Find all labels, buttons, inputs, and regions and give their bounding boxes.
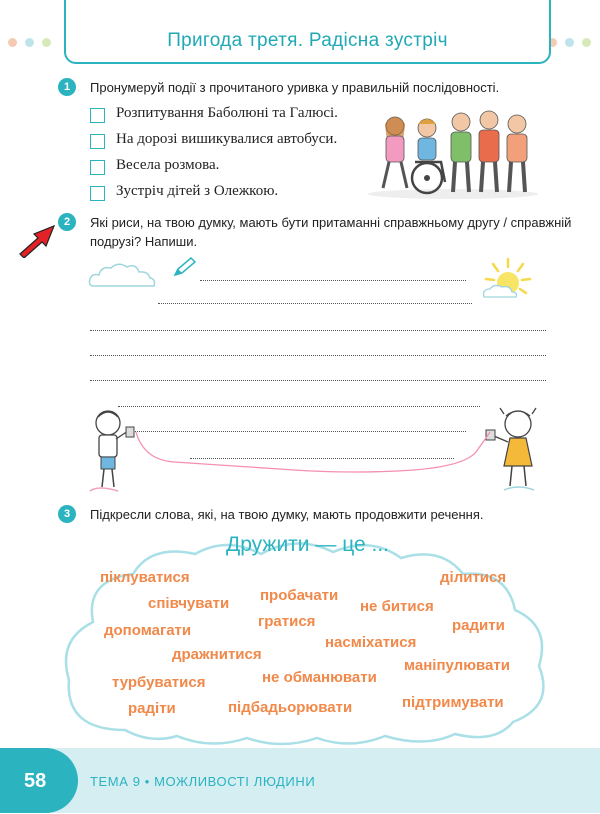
page-number: 58: [0, 748, 78, 813]
option-label: На дорозі вишикувалися автобуси.: [116, 131, 338, 147]
option-label: Зустріч дітей з Олежкою.: [116, 183, 279, 199]
word-option[interactable]: не обманювати: [262, 669, 377, 686]
task1-instruction: Пронумеруй події з прочитаного уривка у правильній послідовності.: [90, 80, 500, 95]
word-option[interactable]: допомагати: [104, 622, 192, 639]
word-option[interactable]: турбуватися: [112, 674, 206, 691]
option-label: Весела розмова.: [116, 157, 220, 173]
option-label: Розпитування Баболюні та Галюсі.: [116, 105, 338, 121]
option-checkbox[interactable]: [90, 186, 105, 201]
writing-line[interactable]: [90, 330, 546, 331]
writing-line[interactable]: [158, 303, 472, 304]
page-title: Пригода третя. Радісна зустріч: [167, 30, 448, 51]
word-option[interactable]: дражнитися: [172, 646, 262, 663]
task-number-badge: 2: [58, 213, 76, 231]
decor-dot: [8, 38, 17, 47]
footer-topic: ТЕМА 9 • МОЖЛИВОСТІ ЛЮДИНИ: [90, 774, 316, 789]
writing-line[interactable]: [90, 380, 546, 381]
sun-icon: [478, 255, 536, 301]
word-option[interactable]: не битися: [360, 598, 434, 615]
cloud-title: Дружити — це ...: [226, 533, 390, 556]
string-telephone-line: [134, 430, 492, 492]
option-checkbox[interactable]: [90, 134, 105, 149]
word-option[interactable]: насміхатися: [325, 634, 417, 651]
writing-line[interactable]: [118, 406, 480, 407]
word-option[interactable]: пробачати: [260, 587, 339, 604]
task2-instruction-line1: Які риси, на твою думку, мають бути притаманні справжньому другу / справжній: [90, 215, 572, 230]
word-option[interactable]: радити: [452, 617, 505, 634]
word-option[interactable]: підбадьорювати: [228, 699, 353, 716]
word-option[interactable]: піклуватися: [100, 569, 190, 586]
cloud-icon: [88, 260, 158, 292]
word-option[interactable]: ділитися: [440, 569, 507, 586]
task-number-badge: 3: [58, 505, 76, 523]
word-option[interactable]: співчувати: [148, 595, 230, 612]
decor-dot: [582, 38, 591, 47]
word-option[interactable]: радіти: [128, 700, 176, 717]
word-option[interactable]: підтримувати: [402, 694, 504, 711]
word-option[interactable]: гратися: [258, 613, 316, 630]
decor-dot: [42, 38, 51, 47]
decor-dot: [25, 38, 34, 47]
task2-instruction-line2: подрузі? Напиши.: [90, 234, 198, 249]
red-arrow-icon: [16, 222, 58, 258]
pencil-icon: [172, 256, 198, 278]
option-checkbox[interactable]: [90, 160, 105, 175]
word-cloud-shape: [55, 530, 555, 750]
option-checkbox[interactable]: [90, 108, 105, 123]
decor-dot: [565, 38, 574, 47]
children-illustration: [365, 102, 540, 200]
task-number-badge: 1: [58, 78, 76, 96]
writing-line[interactable]: [200, 280, 466, 281]
writing-line[interactable]: [90, 355, 546, 356]
word-option[interactable]: маніпулювати: [404, 657, 510, 674]
task3-instruction: Підкресли слова, які, на твою думку, мають продовжити речення.: [90, 507, 484, 522]
